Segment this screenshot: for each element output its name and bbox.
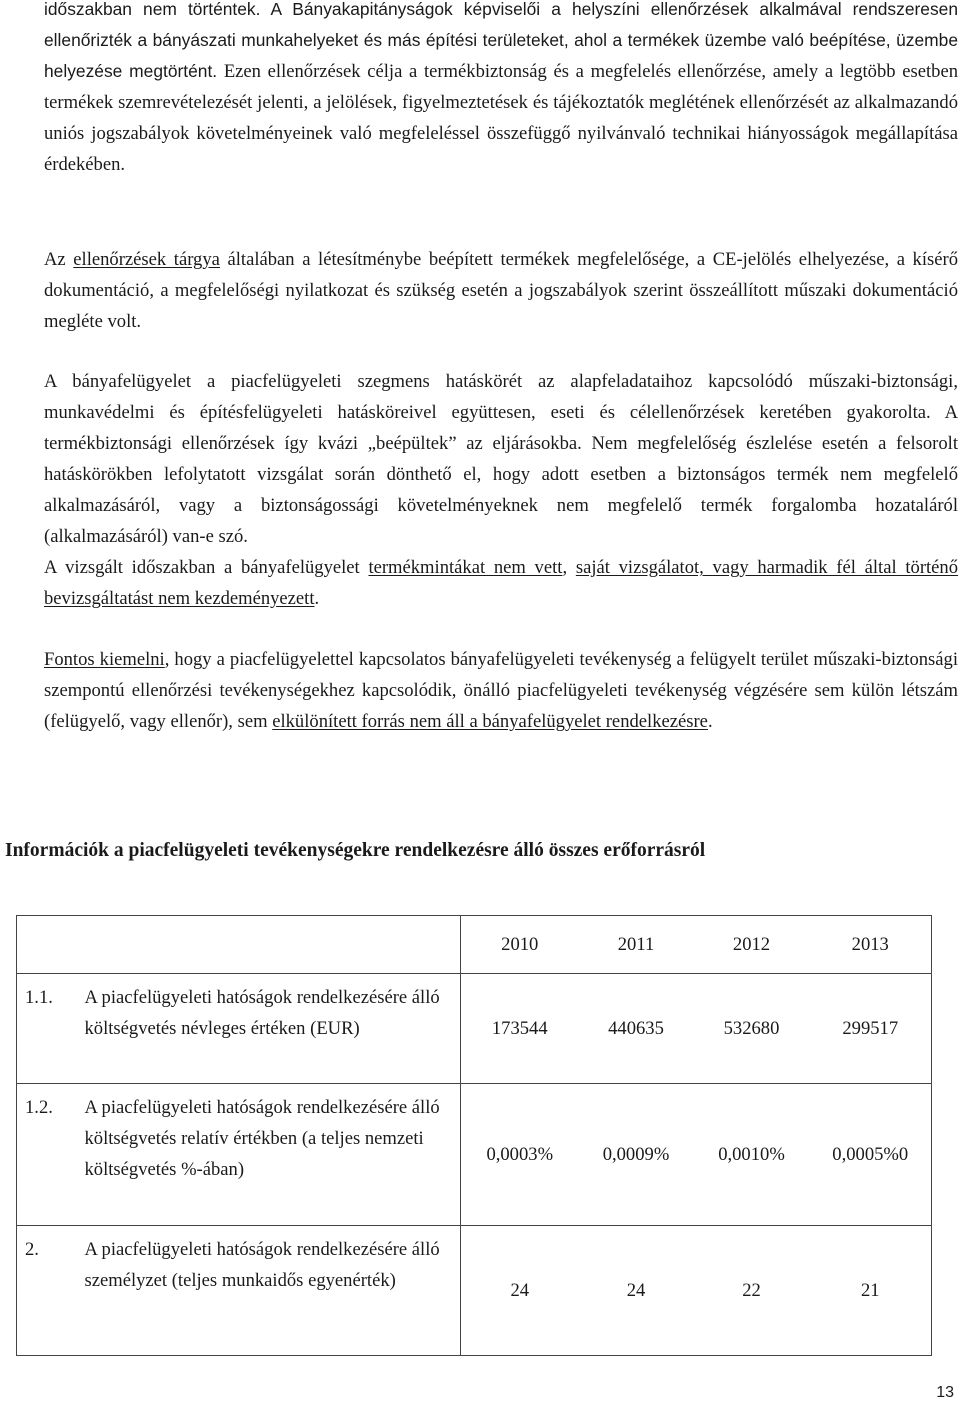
row-label: A piacfelügyeleti hatóságok rendelkezésére álló költségvetés névleges értéken (EUR) bbox=[83, 974, 461, 1084]
row-label: A piacfelügyeleti hatóságok rendelkezésére álló költségvetés relatív értékben (a teljes nemzeti költségvetés %-ában) bbox=[83, 1084, 461, 1226]
paragraph-3-part-a: A bányafelügyelet a piacfelügyeleti szegmens hatáskörét az alapfeladataihoz kapcsolódó műszaki-biztonsági, munkavédelmi és építésfelügyeleti hatásköreivel együttesen, eseti és célellenőrzések keretében gyakorolta. A termékbiztonsági ellenőrzések így kvázi „beépültek” az eljárásokba. Nem megfelelőség észlelése esetén a felsorolt hatáskörökben lefolytatott vizsgálat során dönthető el, hogy adott esetben a biztonságos termék nem megfelelő alkalmazásáról, vagy a biztonságossági követelményeknek nem megfelelő termék forgalomba hozataláról (alkalmazásáról) van-e szó. bbox=[44, 371, 958, 547]
row-value: 0,0003% bbox=[461, 1084, 579, 1226]
row-value: 440635 bbox=[579, 974, 694, 1084]
table-row bbox=[17, 1084, 932, 1226]
row-value: 21 bbox=[810, 1226, 932, 1356]
row-value: 22 bbox=[694, 1226, 810, 1356]
underlined-ellenorzesek-targya: ellenőrzések tárgya bbox=[73, 249, 220, 270]
row-value: 0,0010% bbox=[694, 1084, 810, 1226]
paragraph-1 bbox=[44, 0, 958, 180]
table-row bbox=[17, 974, 932, 1084]
resources-table bbox=[16, 915, 932, 1356]
row-value: 0,0009% bbox=[579, 1084, 694, 1226]
table-row bbox=[17, 1226, 932, 1356]
paragraph-2-part-b: általában a létesítménybe beépített termékek megfelelősége, a CE-jelölés elhelyezése, a kísérő dokumentáció, a megfelelőségi nyilatkozat és szükség esetén a jogszabályok szerint összeállított műszaki dokumentáció megléte volt. bbox=[44, 249, 958, 332]
paragraph-3-part-b: A vizsgált időszakban a bányafelügyelet bbox=[44, 557, 369, 578]
year-header: 2011 bbox=[579, 916, 694, 974]
underlined-fontos-kiemelni: Fontos kiemelni bbox=[44, 649, 165, 670]
paragraph-2-part-a: Az bbox=[44, 249, 74, 270]
paragraph-4 bbox=[44, 644, 958, 737]
row-value: 173544 bbox=[461, 974, 579, 1084]
row-value: 24 bbox=[579, 1226, 694, 1356]
row-value: 532680 bbox=[694, 974, 810, 1084]
header-empty-cell bbox=[17, 916, 461, 974]
row-value: 299517 bbox=[810, 974, 932, 1084]
year-header: 2012 bbox=[694, 916, 810, 974]
paragraph-1-part-b: Ezen ellenőrzések célja a termékbiztonság és a megfelelés ellenőrzése, amely a legtöbb esetben termékek szemrevételezését jelenti, a jelölések, figyelmeztetések és tájékoztatók meglétének ellenőrzését az alkalmazandó uniós jogszabályok követelményeinek való megfeleléssel összefüggő nyilvánvaló technikai hiányosságok megállapítása érdekében. bbox=[44, 61, 958, 175]
underlined-sajat-vizsgalatot: saját vizsgálatot, vagy harmadik fél által történő bevizsgáltatást nem kezdeményezett bbox=[44, 557, 959, 609]
paragraph-4-part-a: , hogy a piacfelügyelettel kapcsolatos bányafelügyeleti tevékenység a felügyelt terület műszaki-biztonsági szempontú ellenőrzési tevékenységekhez kapcsolódik, önálló piacfelügyeleti tevékenység végzésére sem külön létszám (felügyelő, vagy ellenőr), sem bbox=[44, 649, 958, 732]
paragraph-3-part-d: . bbox=[314, 588, 320, 609]
section-title: Információk a piacfelügyeleti tevékenységekre rendelkezésre álló összes erőforrásról bbox=[5, 840, 706, 861]
paragraph-4-part-b: . bbox=[707, 711, 713, 732]
paragraph-2 bbox=[44, 244, 958, 337]
year-header: 2010 bbox=[461, 916, 579, 974]
underlined-elkulonitett-forras: elkülönített forrás nem áll a bányafelügyelet rendelkezésre bbox=[272, 711, 708, 732]
paragraph-3 bbox=[44, 366, 958, 614]
page-number: 13 bbox=[936, 1384, 954, 1401]
row-value: 0,0005%0 bbox=[810, 1084, 932, 1226]
paragraph-1-part-a: időszakban nem történtek. A Bányakapitányságok képviselői a helyszíni ellenőrzések alkalmával rendszeresen ellenőrizték a bányászati munkahelyeket és más építési területeket, ahol a termékek üzembe való beépítése, üzembe helyezése megtörtént. bbox=[44, 0, 958, 81]
row-number: 1.2. bbox=[17, 1084, 83, 1226]
row-value: 24 bbox=[461, 1226, 579, 1356]
underlined-termekmintakat: termékmintákat nem vett bbox=[368, 557, 563, 578]
row-number: 2. bbox=[17, 1226, 83, 1356]
paragraph-3-part-c: , bbox=[562, 557, 576, 578]
row-number: 1.1. bbox=[17, 974, 83, 1084]
row-label: A piacfelügyeleti hatóságok rendelkezésére álló személyzet (teljes munkaidős egyenérték) bbox=[83, 1226, 461, 1356]
year-header: 2013 bbox=[810, 916, 932, 974]
table-header-row bbox=[17, 916, 932, 974]
